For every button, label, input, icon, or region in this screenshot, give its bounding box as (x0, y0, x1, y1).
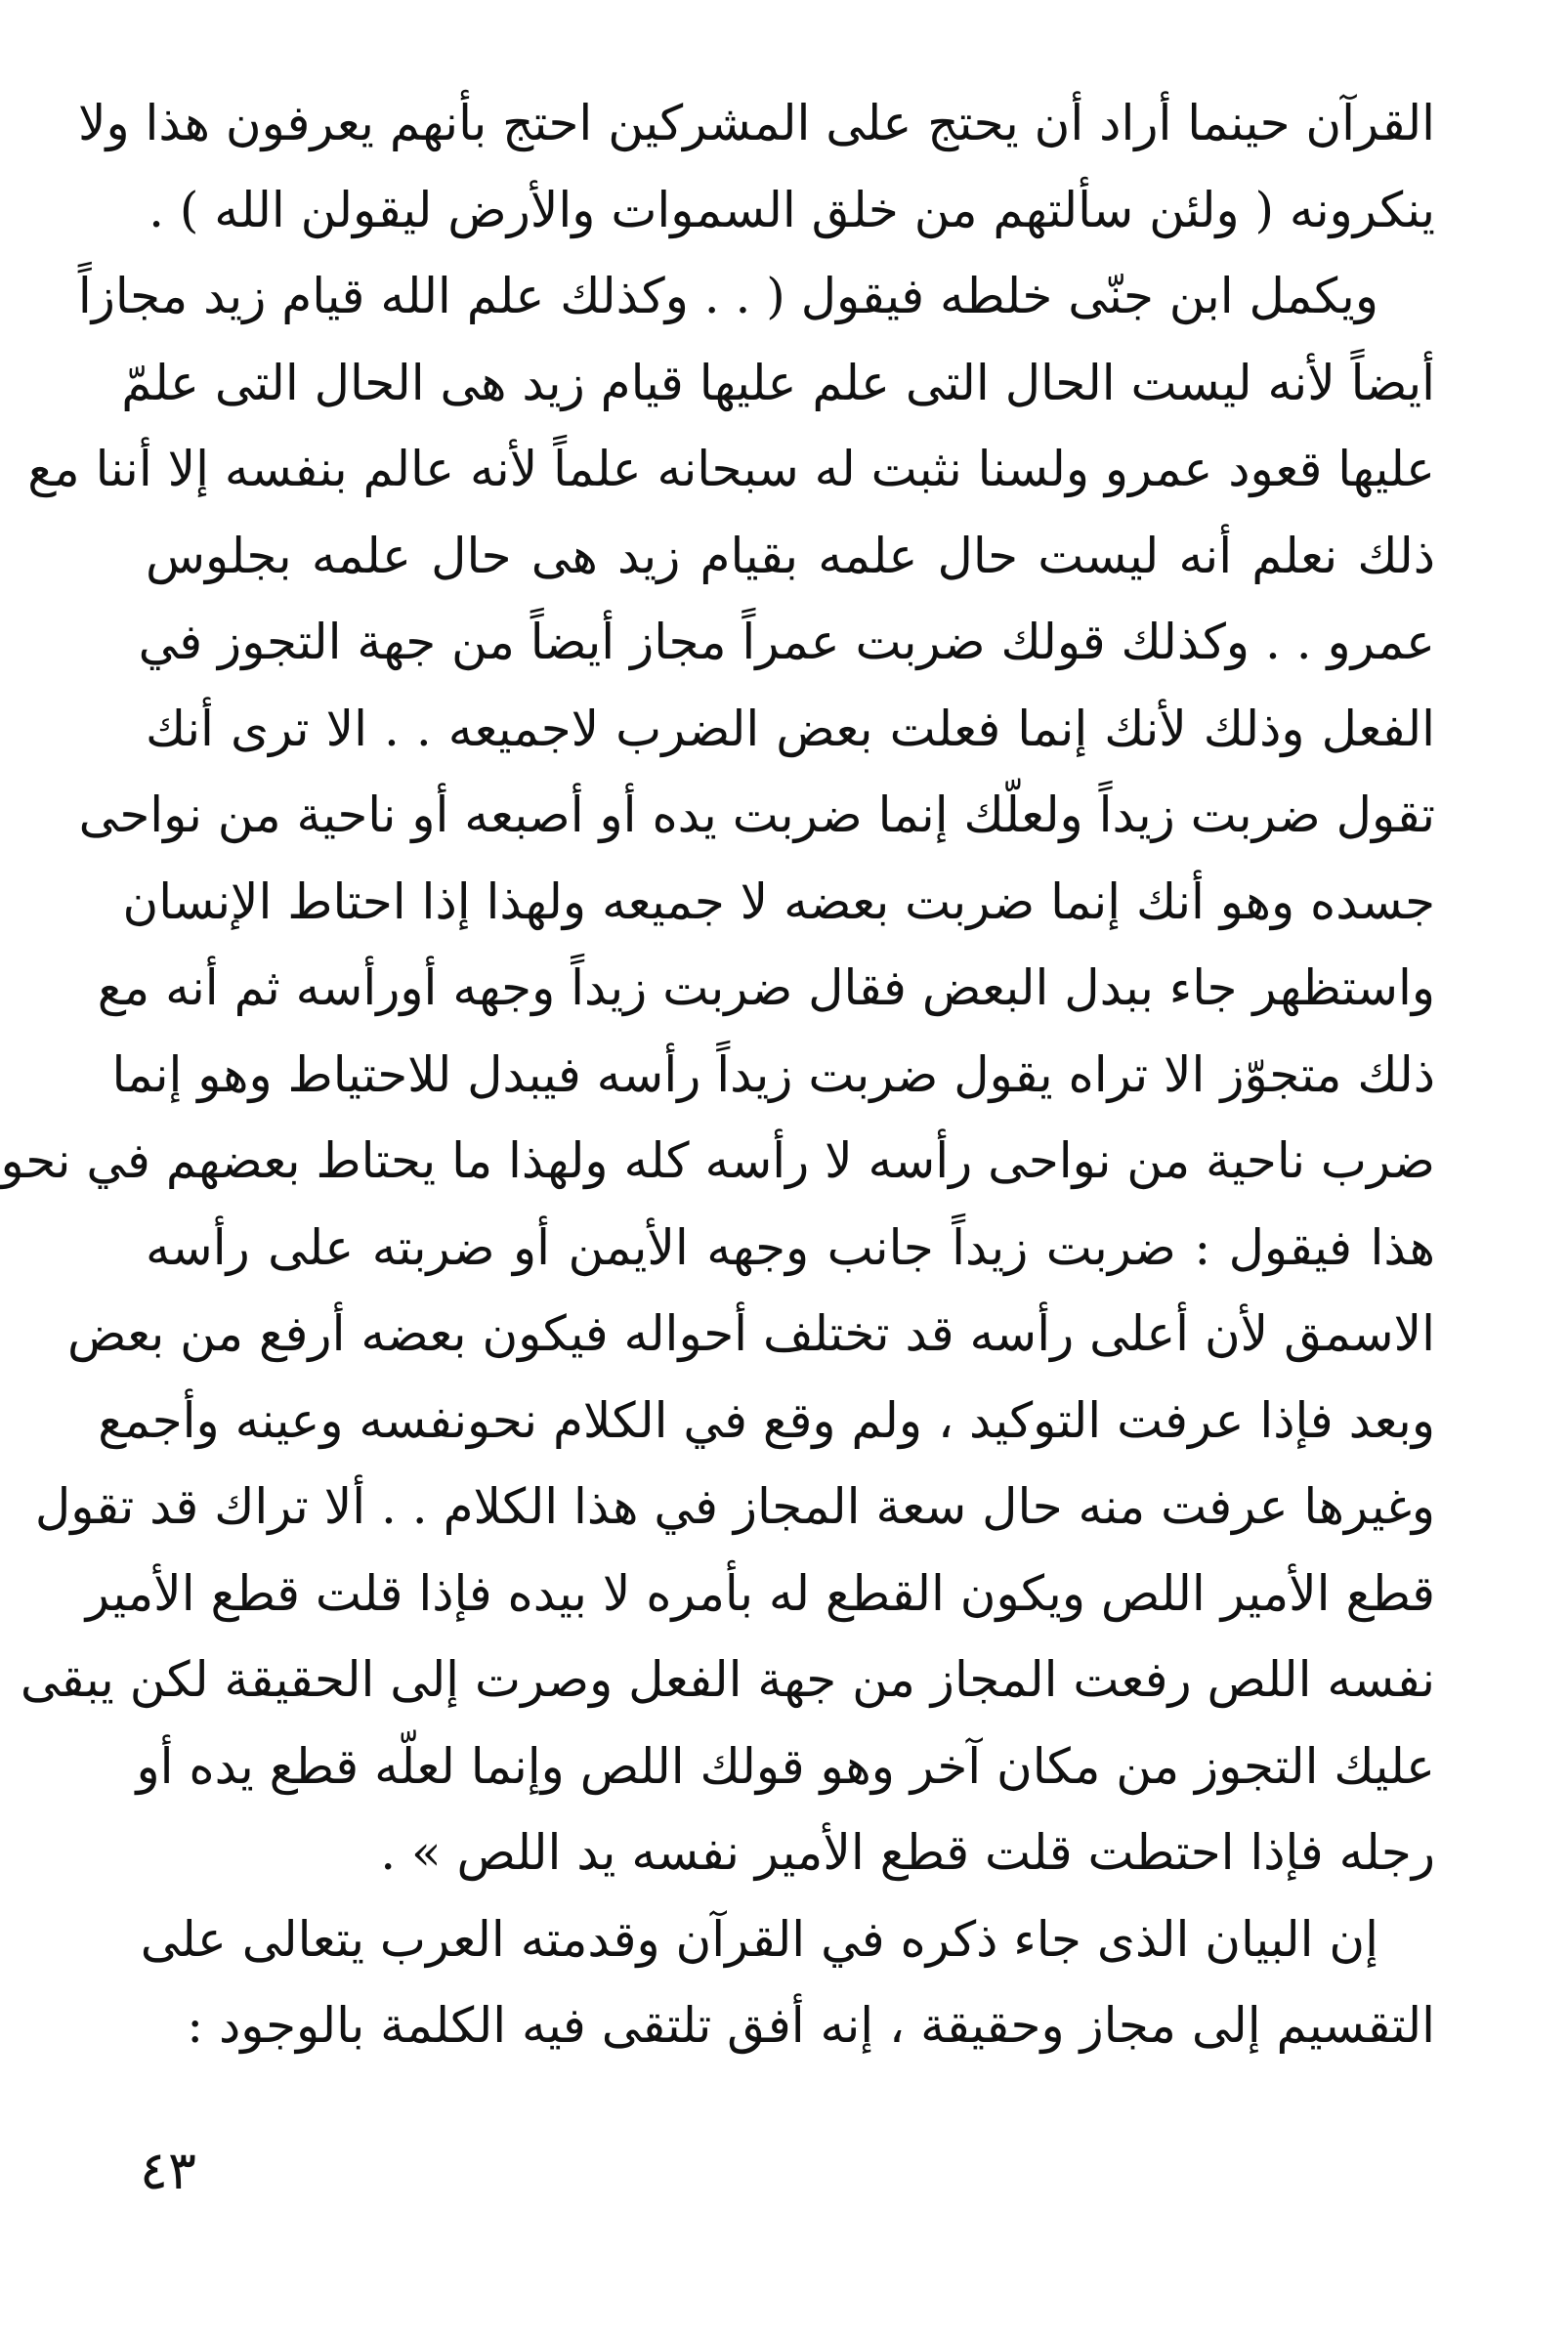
text-line: الفعل وذلك لأنك إنما فعلت بعض الضرب لاجميعه . . الا ترى أنك (146, 700, 1435, 757)
text-line: رجله فإذا احتطت قلت قطع الأمير نفسه يد اللص » . (380, 1824, 1435, 1881)
text-line: تقول ضربت زيداً ولعلّك إنما ضربت يده أو أصبعه أو ناحية من نواحى (78, 787, 1435, 843)
text-line: ينكرونه ( ولئن سألتهم من خلق السموات والأرض ليقولن الله ) . (148, 181, 1435, 238)
text-line: إن البيان الذى جاء ذكره في القرآن وقدمته العرب يتعالى على (140, 1910, 1378, 1968)
text-line: وبعد فإذا عرفت التوكيد ، ولم وقع في الكلام نحونفسه وعينه وأجمع (98, 1391, 1435, 1449)
text-line: جسده وهو أنك إنما ضربت بعضه لا جميعه ولهذا إذا احتاط الإنسان (122, 872, 1435, 930)
text-line: نفسه اللص رفعت المجاز من جهة الفعل وصرت إلى الحقيقة لكن يبقى (20, 1651, 1435, 1708)
text-line: عمرو . . وكذلك قولك ضربت عمراً مجاز أيضاً من جهة التجوز في (138, 614, 1435, 670)
paragraph (140, 1896, 1435, 2069)
page-number: ٤٣ (140, 2140, 197, 2201)
paragraph (77, 80, 1435, 253)
text-line: ضرب ناحية من نواحى رأسه لا رأسه كله ولهذا ما يحتاط بعضهم في نحو (0, 1132, 1435, 1189)
text-line: التقسيم إلى مجاز وحقيقة ، إنه أفق تلتقى فيه الكلمة بالوجود : (187, 1997, 1435, 2054)
text-line: الاسمق لأن أعلى رأسه قد تختلف أحواله فيكون بعضه أرفع من بعض (67, 1305, 1435, 1362)
text-line: واستظهر جاء ببدل البعض فقال ضربت زيداً وجهه أورأسه ثم أنه مع (97, 959, 1435, 1016)
text-line: ذلك متجوّز الا تراه يقول ضربت زيداً رأسه فيبدل للاحتياط وهو إنما (111, 1045, 1435, 1103)
text-line: ذلك نعلم أنه ليست حال علمه بقيام زيد هى حال علمه بجلوس (146, 527, 1435, 584)
text-line: عليك التجوز من مكان آخر وهو قولك اللص وإنما لعلّه قطع يده أو (136, 1737, 1435, 1795)
text-line: هذا فيقول : ضربت زيداً جانب وجهه الأيمن أو ضربته على رأسه (146, 1218, 1435, 1276)
text-line: قطع الأمير اللص ويكون القطع له بأمره لا بيده فإذا قلت قطع الأمير (85, 1564, 1435, 1622)
text-line: عليها قعود عمرو ولسنا نثبت له سبحانه علماً لأنه عالم بنفسه إلا أننا مع (27, 441, 1435, 497)
text-line: القرآن حينما أراد أن يحتج على المشركين احتج بأنهم يعرفون هذا ولا (77, 95, 1435, 151)
text-line: وغيرها عرفت منه حال سعة المجاز في هذا الكلام . . ألا تراك قد تقول (34, 1478, 1435, 1535)
body-text (0, 80, 1435, 2069)
text-line: ويكمل ابن جنّى خلطه فيقول ( . . وكذلك علم الله قيام زيد مجازاً (77, 268, 1378, 324)
paragraph (0, 253, 1435, 1896)
text-line: أيضاً لأنه ليست الحال التى علم عليها قيام زيد هى الحال التى علمّ (121, 354, 1435, 411)
